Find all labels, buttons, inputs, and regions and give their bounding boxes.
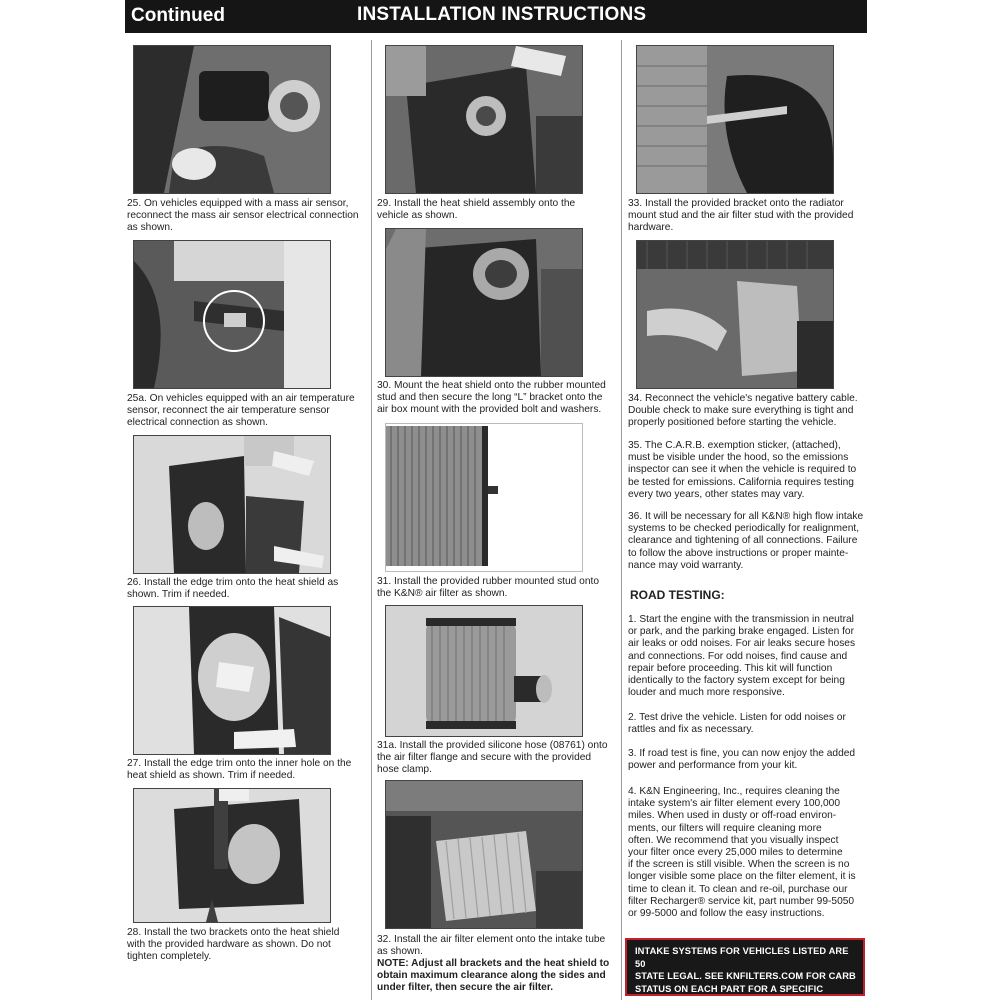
caption-step-31: 31. Install the provided rubber mounted stud onto the K&N® air filter as shown. <box>377 576 600 600</box>
photo-step-32 <box>385 780 583 929</box>
photo-step-30 <box>385 228 583 377</box>
carb-notice-box <box>625 938 865 1007</box>
photo-step-34 <box>636 240 834 389</box>
road-testing-item-4: 4. K&N Engineering, Inc., requires cleaning the intake system's air filter element every 100,000 miles. When used in dusty or off-road environ- ments, our filters will require cleaning more often. We recommend that you visually inspect your filter once every 25,000 miles to determine if the screen is still visible. When the screen is no longer visible some place on the filter element, it is time to clean it. To clean and re-oil, purchase our filter Recharger® service kit, part number 99-5050 or 99-5000 and follow the easy instructions. <box>628 786 856 920</box>
photo-step-29 <box>385 45 583 194</box>
continued-label: Continued <box>131 5 225 26</box>
photo-step-31a <box>385 605 583 737</box>
road-testing-item-3: 3. If road test is fine, you can now enjoy the added power and performance from your kit. <box>628 748 856 772</box>
photo-step-33 <box>636 45 834 194</box>
caption-step-26: 26. Install the edge trim onto the heat shield as shown. Trim if needed. <box>127 577 339 601</box>
photo-step-31 <box>385 423 583 572</box>
photo-step-25a <box>133 240 331 389</box>
caption-step-35: 35. The C.A.R.B. exemption sticker, (attached), must be visible under the hood, so the emissions inspector can see it when the vehicle is required to be tested for emissions. California requires testing every two years, other states may vary. <box>628 440 857 500</box>
caption-step-28: 28. Install the two brackets onto the heat shield with the provided hardware as shown. Do not tighten completely. <box>127 927 340 963</box>
column-divider-left <box>371 40 372 1000</box>
road-testing-item-1: 1. Start the engine with the transmission in neutral or park, and the parking brake engaged. Listen for air leaks or odd noises. For air leaks secure hoses and connections. For odd noises, find cause and repair before proceeding. This kit will function identically to the factory system except for being louder and much more responsive. <box>628 614 856 699</box>
caption-step-32-note: NOTE: Adjust all brackets and the heat shield to obtain maximum clearance along the sides and under filter, then secure the air filter. <box>377 958 610 994</box>
column-divider-right <box>621 40 622 1000</box>
caption-step-33: 33. Install the provided bracket onto the radiator mount stud and the air filter stud with the provided hardware. <box>628 198 854 234</box>
page-header <box>125 0 867 33</box>
photo-step-28 <box>133 788 331 923</box>
caption-step-30: 30. Mount the heat shield onto the rubber mounted stud and then secure the long “L” bracket onto the air box mount with the provided bolt and washers. <box>377 380 606 416</box>
photo-step-27 <box>133 606 331 755</box>
photo-step-25 <box>133 45 331 194</box>
caption-step-32: 32. Install the air filter element onto the intake tube as shown. <box>377 934 606 958</box>
caption-step-34: 34. Reconnect the vehicle's negative battery cable. Double check to make sure everything is tight and properly positioned before starting the vehicle. <box>628 393 858 429</box>
caption-step-25: 25. On vehicles equipped with a mass air sensor, reconnect the mass air sensor electrical connection as shown. <box>127 198 359 234</box>
caption-step-29: 29. Install the heat shield assembly onto the vehicle as shown. <box>377 198 576 222</box>
caption-step-31a: 31a. Install the provided silicone hose (08761) onto the air filter flange and secure with the provided hose clamp. <box>377 740 608 776</box>
road-testing-heading: ROAD TESTING: <box>630 588 725 602</box>
caption-step-27: 27. Install the edge trim onto the inner hole on the heat shield as shown. Trim if needed. <box>127 758 352 782</box>
page-title: INSTALLATION INSTRUCTIONS <box>357 4 647 25</box>
caption-step-25a: 25a. On vehicles equipped with an air temperature sensor, reconnect the air temperature sensor electrical connection as shown. <box>127 393 355 429</box>
carb-notice-text: INTAKE SYSTEMS FOR VEHICLES LISTED ARE 50 STATE LEGAL. SEE KNFILTERS.COM FOR CARB STATUS ON EACH PART FOR A SPECIFIC VEHICLE. <box>635 946 856 1007</box>
photo-step-26 <box>133 435 331 574</box>
caption-step-36: 36. It will be necessary for all K&N® high flow intake systems to be checked periodically for realignment, clearance and tightening of all connections. Failure to follow the above instructions or proper mainte- nance may void warranty. <box>628 511 864 571</box>
road-testing-item-2: 2. Test drive the vehicle. Listen for odd noises or rattles and fix as necessary. <box>628 712 846 736</box>
